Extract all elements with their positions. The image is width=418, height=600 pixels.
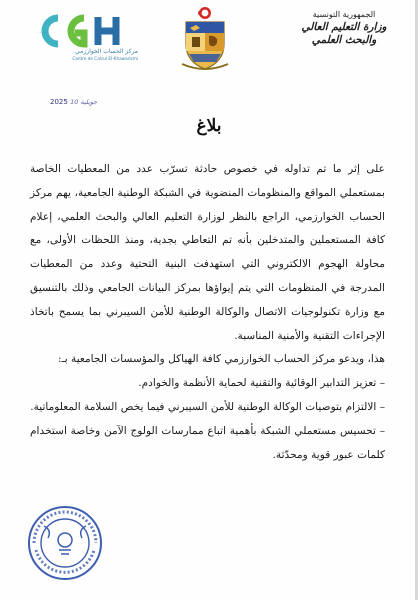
date-year: 2025	[50, 98, 68, 106]
issue-date	[50, 98, 97, 106]
paragraph-intro: على إثر ما تم تداوله في خصوص حادثة تسرّب عدد من المعطيات الخاصة بمستعملي المواقع والمنظومات المنضوية في الشبكة الوطنية الجامعية، يهم مركز الحساب الخوارزمي، الراجع بالنظر لوزارة التعليم العالي والبحث العلمي، إعلام كافة المستعملين والمتدخلين بأنه تم التعاطي بجدية، ومنذ اللحظات الأولى، مع محاولة الهجوم الالكتروني التي استهدفت البنية التحتية وعدد من المعطيات المدرجة في المنظومات التي يتم إيواؤها بمركز البيانات الجامعي وذلك بالتنسيق مع وزارة تكنولوجيات الاتصال والوكالة الوطنية للأمن السيبرني بما يسمح باتخاذ الإجراءات التقنية والأمنية المناسبة.	[30, 163, 385, 342]
ministry-header	[284, 10, 404, 46]
recommendation-item: – الالتزام بتوصيات الوكالة الوطنية للأمن السيبرني فيما يخص السلامة المعلوماتية.	[30, 400, 385, 413]
communique-body	[30, 158, 385, 467]
ministry-stamp-icon	[26, 504, 104, 582]
svg-text:· · · · ·: · · · · ·	[38, 31, 48, 35]
page-title: بلاغ	[196, 116, 222, 136]
recommendation-item: – تحسيس مستعملي الشبكة بأهمية اتباع ممارسات الولوج الآمن وخاصة استخدام كلمات عبور قوية ومحدّثة.	[30, 424, 385, 461]
center-name-arabic: مركز الحساب الخوارزمي	[75, 48, 138, 55]
ministry-name: وزارة التعليم العالي	[301, 21, 387, 33]
tunisia-coat-of-arms-icon	[176, 6, 234, 72]
date-day-month: 10 جويلية	[70, 98, 98, 106]
paragraph-call: هذا، ويدعو مركز الحساب الخوارزمي كافة الهياكل والمؤسسات الجامعية بـ:	[58, 353, 385, 366]
center-name-french: Centre de Calcul El-Khawarizmi	[72, 56, 138, 61]
republic-label: الجمهورية التونسية	[312, 10, 376, 19]
recommendation-item: – تعزيز التدابير الوقائية والتقنية لحماية الأنظمة والخوادم.	[138, 377, 385, 390]
center-logo	[28, 14, 138, 62]
ministry-subname: والبحث العلمي	[311, 34, 377, 46]
ckh-logo-icon	[28, 14, 138, 48]
